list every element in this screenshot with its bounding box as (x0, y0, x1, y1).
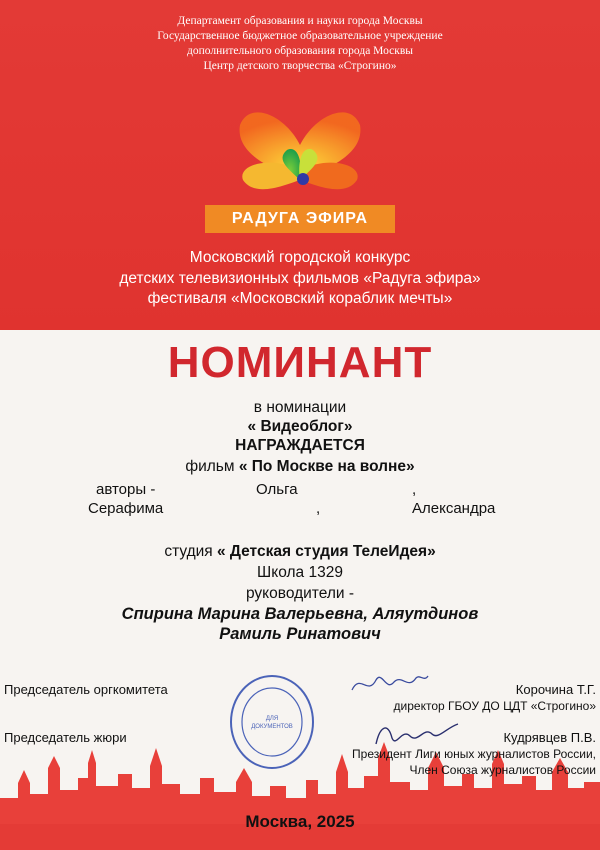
contest-line: Московский городской конкурс (189, 249, 411, 266)
place-and-year: Москва, 2025 (245, 812, 355, 831)
chair-jury-name: Кудрявцев П.В. (503, 730, 596, 745)
signature-icon (372, 718, 462, 750)
chair-jury-title: Президент Лиги юных журналистов России, (352, 747, 596, 761)
film-line (0, 457, 600, 476)
chair-jury-title: Член Союза журналистов России (409, 763, 596, 777)
org-line: Департамент образования и науки города Москвы (177, 15, 423, 27)
awarded-label: НАГРАЖДАЕТСЯ (235, 437, 365, 454)
name-separator: , (316, 500, 321, 517)
contest-title (0, 248, 600, 310)
chair-org-label: Председатель оргкомитета (4, 682, 168, 697)
author-name: Александра (412, 500, 496, 517)
studio-name: « Детская студия ТелеИдея» (216, 543, 436, 560)
signature-icon (350, 668, 430, 698)
supervisors-names: Рамиль Ринатович (219, 625, 381, 643)
author-name: Серафима (88, 500, 164, 517)
svg-text:ДЛЯ: ДЛЯ (265, 716, 279, 722)
supervisors-label: руководители - (245, 585, 354, 602)
studio-prefix: студия (164, 543, 213, 560)
contest-line: детских телевизионных фильмов «Радуга эфира» (119, 269, 481, 287)
authors-label: авторы - (96, 481, 156, 498)
organization-header (0, 14, 600, 74)
rainbow-logo-icon (215, 100, 385, 205)
org-line: Центр детского творчества «Строгино» (203, 60, 397, 72)
org-line: дополнительного образования города Москвы (186, 45, 413, 57)
supervisors-names: Спирина Марина Валерьевна, Аляутдинов (121, 605, 479, 623)
studio-line (0, 542, 600, 561)
name-separator: , (412, 481, 417, 498)
svg-text:ДОКУМЕНТОВ: ДОКУМЕНТОВ (251, 724, 293, 730)
author-name: Ольга (256, 481, 298, 498)
contest-line: фестиваля «Московский кораблик мечты» (147, 290, 453, 307)
brand-badge: РАДУГА ЭФИРА (205, 205, 395, 233)
chair-org-title: директор ГБОУ ДО ЦДТ «Строгино» (393, 699, 596, 713)
chair-jury-label: Председатель жюри (4, 730, 127, 745)
nomination-prefix: в номинации (253, 399, 347, 416)
org-line: Государственное бюджетное образовательное учреждение (157, 30, 443, 42)
certificate-title: НОМИНАНТ (167, 338, 433, 387)
school-name: Школа 1329 (257, 564, 343, 581)
film-name: « По Москве на волне» (238, 458, 415, 475)
film-prefix: фильм (185, 458, 235, 475)
stamp-icon (228, 672, 316, 772)
chair-org-name: Корочина Т.Г. (515, 682, 596, 697)
nomination-name: « Видеоблог» (247, 418, 353, 435)
